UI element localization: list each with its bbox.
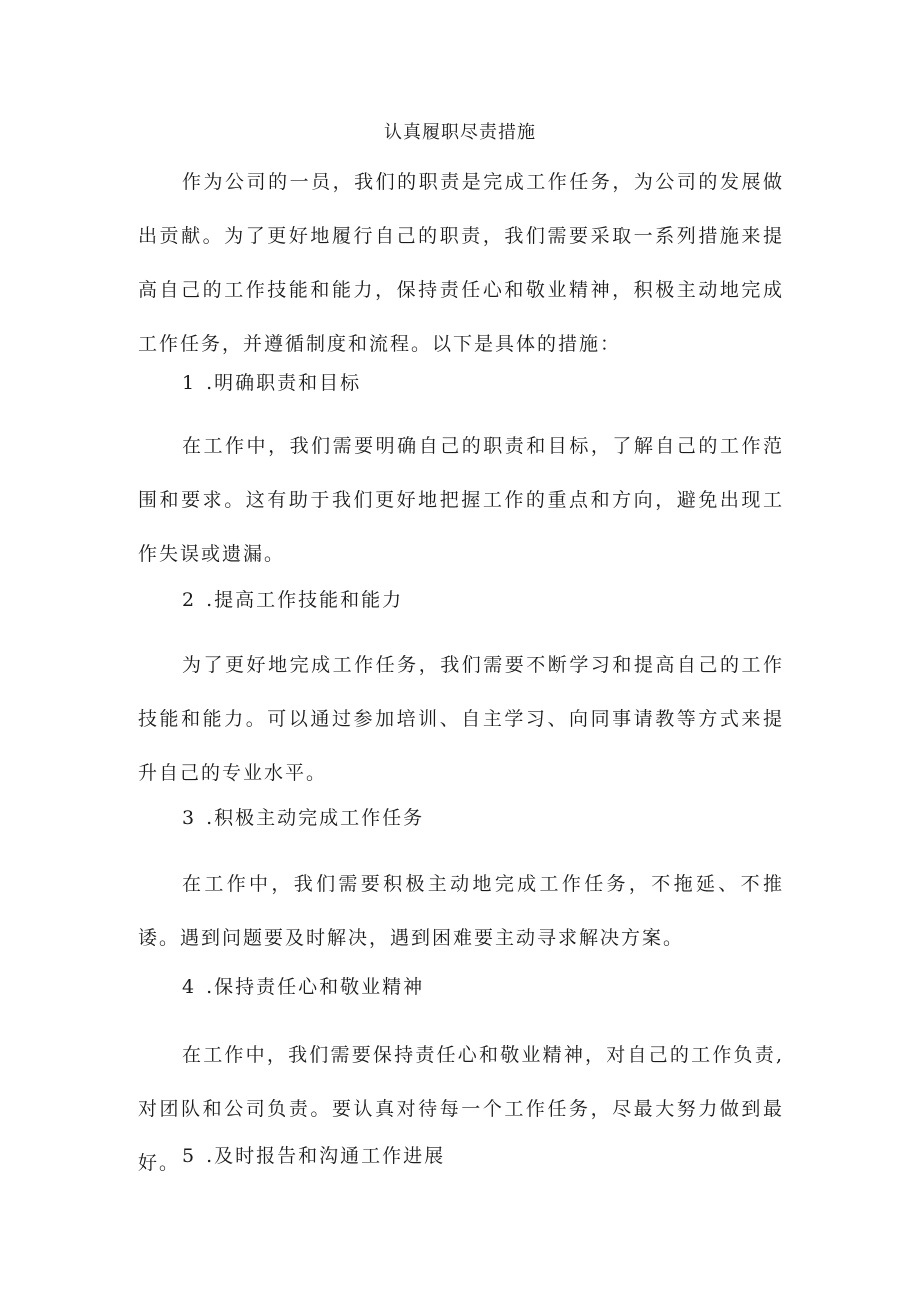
section-heading-1 (182, 368, 361, 395)
section-title: .明确职责和目标 (206, 372, 362, 394)
section-number: 1 (182, 372, 197, 394)
section-title: .提高工作技能和能力 (206, 589, 404, 611)
section-title: .保持责任心和敬业精神 (206, 976, 425, 998)
section-number: 5 (182, 1145, 197, 1167)
section-body-1: 在工作中，我们需要明确自己的职责和目标，了解自己的工作范围和要求。这有助于我们更好地把握工作的重点和方向，避免出现工作失误或遗漏。 (138, 435, 784, 565)
document-title: 认真履职尽责措施 (384, 122, 536, 143)
section-body-4: 在工作中，我们需要保持责任心和敬业精神，对自己的工作负责,对团队和公司负责。要认真对待每一个工作任务，尽最大努力做到最好。 (138, 1044, 784, 1174)
section-heading-2 (182, 585, 403, 612)
section-body-2: 为了更好地完成工作任务，我们需要不断学习和提高自己的工作技能和能力。可以通过参加培训、自主学习、向同事请教等方式来提升自己的专业水平。 (138, 654, 784, 784)
section-number: 4 (182, 976, 197, 998)
section-heading-3 (182, 803, 424, 830)
intro-paragraph: 作为公司的一员，我们的职责是完成工作任务，为公司的发展做出贡献。为了更好地履行自己的职责，我们需要采取一系列措施来提高自己的工作技能和能力，保持责任心和敬业精神，积极主动地完成工作任务，并遵循制度和流程。以下是具体的措施： (138, 171, 784, 355)
section-number: 2 (182, 589, 197, 611)
section-heading-4 (182, 972, 424, 999)
section-title: .积极主动完成工作任务 (206, 807, 425, 829)
section-body-3: 在工作中，我们需要积极主动地完成工作任务，不拖延、不推诿。遇到问题要及时解决，遇到困难要主动寻求解决方案。 (138, 873, 784, 949)
section-heading-5 (182, 1141, 445, 1168)
section-number: 3 (182, 807, 197, 829)
section-title: .及时报告和沟通工作进展 (206, 1145, 446, 1167)
